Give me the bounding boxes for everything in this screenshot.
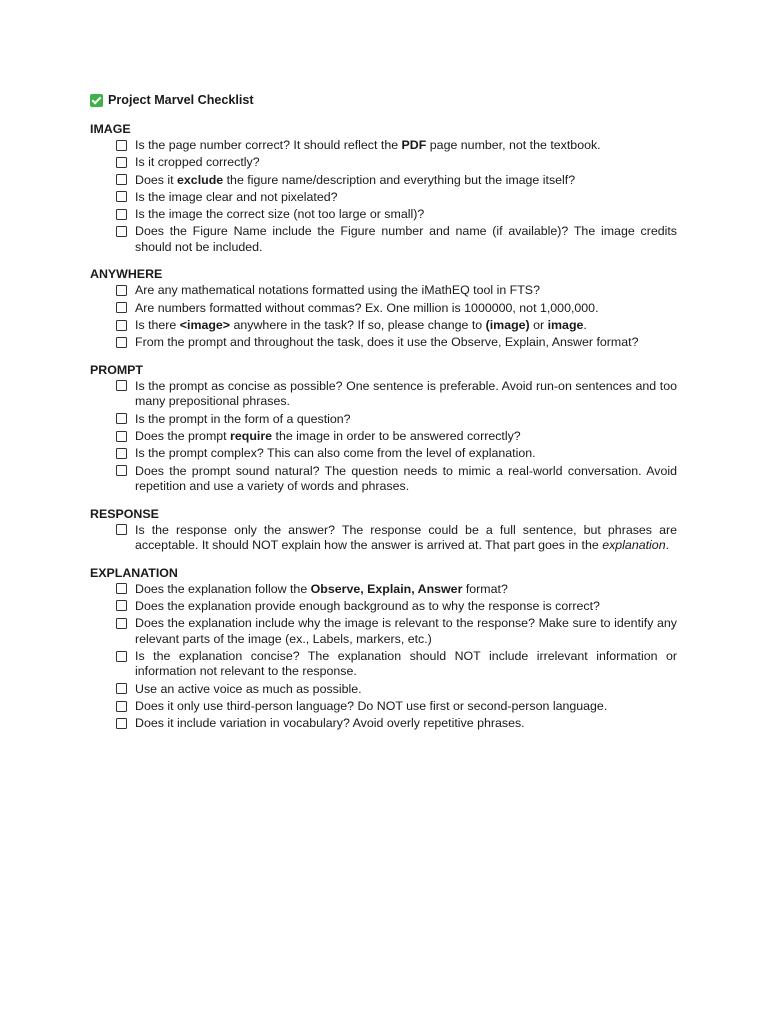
checklist-item: [90, 599, 677, 615]
checkbox-icon[interactable]: [116, 380, 127, 391]
checklist-item: [90, 412, 677, 428]
item-text: [135, 464, 677, 495]
text-run: Is it cropped correctly?: [135, 155, 260, 170]
item-text: [135, 379, 677, 410]
checkbox-icon[interactable]: [116, 157, 127, 168]
checkbox-icon[interactable]: [116, 320, 127, 331]
item-text: [135, 190, 677, 206]
checkbox-icon[interactable]: [116, 465, 127, 476]
text-run: Is the prompt complex? This can also come from the level of explanation.: [135, 446, 536, 461]
checklist-item: [90, 379, 677, 410]
checkbox-icon[interactable]: [116, 600, 127, 611]
title-text: Project Marvel Checklist: [108, 93, 254, 107]
text-run: the image in order to be answered correctly?: [272, 428, 521, 443]
checklist-items: [90, 283, 677, 350]
section-image: [90, 120, 677, 255]
checklist-item: [90, 224, 677, 255]
checklist-item: [90, 616, 677, 647]
checkbox-icon[interactable]: [116, 140, 127, 151]
item-text: [135, 699, 677, 715]
checklist-document: [90, 90, 677, 734]
checkbox-icon[interactable]: [116, 209, 127, 220]
sections-container: [90, 120, 677, 732]
item-text: [135, 412, 677, 428]
text-run: Does it include variation in vocabulary? Avoid overly repetitive phrases.: [135, 716, 525, 731]
checklist-item: [90, 716, 677, 732]
text-run: Is the response only the answer? The response could be a full sentence, but phrases are acceptable. It should NOT explain how the answer is arrived at. That part goes in the: [135, 522, 677, 553]
item-text: [135, 582, 677, 598]
section-explanation: [90, 564, 677, 732]
item-text: [135, 207, 677, 223]
text-run: Is the image clear and not pixelated?: [135, 189, 338, 204]
item-text: [135, 138, 677, 154]
item-text: [135, 301, 677, 317]
checklist-items: [90, 379, 677, 495]
checklist-item: [90, 649, 677, 680]
section-heading: RESPONSE: [90, 506, 159, 521]
checklist-item: [90, 207, 677, 223]
bold-text: exclude: [177, 172, 224, 187]
checklist-item: [90, 138, 677, 154]
item-text: [135, 523, 677, 554]
checkbox-icon[interactable]: [116, 651, 127, 662]
section-prompt: [90, 361, 677, 495]
text-run: Does the prompt sound natural? The question needs to mimic a real-world conversation. Avoid repetition and use a variety of words and phrases.: [135, 463, 677, 494]
checkbox-icon[interactable]: [116, 618, 127, 629]
checklist-items: [90, 582, 677, 732]
text-run: Does it only use third-person language? Do NOT use first or second-person language.: [135, 699, 608, 714]
item-text: [135, 429, 677, 445]
text-run: the figure name/description and everything but the image itself?: [223, 172, 576, 187]
text-run: or: [529, 318, 548, 333]
checklist-item: [90, 155, 677, 171]
text-run: Is the image the correct size (not too large or small)?: [135, 207, 425, 222]
checklist-item: [90, 523, 677, 554]
text-run: page number, not the textbook.: [426, 138, 601, 152]
text-run: From the prompt and throughout the task, does it use the Observe, Explain, Answer format?: [135, 335, 639, 350]
section-heading: EXPLANATION: [90, 565, 178, 580]
item-text: [135, 173, 677, 189]
text-run: Are any mathematical notations formatted using the iMathEQ tool in FTS?: [135, 283, 540, 298]
text-run: Are numbers formatted without commas? Ex. One million is 1000000, not 1,000,000.: [135, 300, 599, 315]
item-text: [135, 283, 677, 299]
item-text: [135, 616, 677, 647]
text-run: Does the Figure Name include the Figure number and name (if available)? The image credits should not be included.: [135, 224, 677, 254]
text-run: Is the prompt in the form of a question?: [135, 411, 351, 426]
checklist-items: [90, 138, 677, 255]
checkbox-icon[interactable]: [116, 431, 127, 442]
checklist-items: [90, 523, 677, 554]
section-response: [90, 505, 677, 554]
checkbox-icon[interactable]: [116, 718, 127, 729]
checkbox-icon[interactable]: [116, 174, 127, 185]
text-run: Is the explanation concise? The explanation should NOT include irrelevant information or information not relevant to the response.: [135, 648, 677, 679]
document-title: [90, 90, 677, 110]
item-text: [135, 649, 677, 680]
item-text: [135, 446, 677, 462]
section-heading: ANYWHERE: [90, 267, 163, 282]
checklist-item: [90, 464, 677, 495]
item-text: [135, 716, 677, 732]
text-run: Does the explanation provide enough background as to why the response is correct?: [135, 598, 600, 613]
bold-text: <image>: [179, 318, 231, 333]
checkbox-icon[interactable]: [116, 285, 127, 296]
checklist-item: [90, 173, 677, 189]
checklist-item: [90, 446, 677, 462]
text-run: .: [665, 538, 670, 553]
checklist-item: [90, 318, 677, 334]
checklist-item: [90, 682, 677, 698]
bold-text: Observe, Explain, Answer: [310, 581, 463, 596]
bold-text: PDF: [401, 138, 427, 152]
checkbox-icon[interactable]: [116, 302, 127, 313]
text-run: Is there: [135, 318, 180, 333]
item-text: [135, 318, 677, 334]
italic-text: explanation: [602, 538, 666, 553]
checkbox-icon[interactable]: [116, 683, 127, 694]
text-run: Does the prompt: [135, 428, 231, 443]
checklist-item: [90, 283, 677, 299]
bold-text: (image): [485, 318, 530, 333]
text-run: .: [583, 318, 587, 333]
checkbox-icon[interactable]: [116, 448, 127, 459]
text-run: anywhere in the task? If so, please change to: [230, 318, 486, 333]
text-run: Is the page number correct? It should reflect the: [135, 138, 402, 152]
text-run: Does the explanation include why the image is relevant to the response? Make sure to identify any relevant parts of the image (ex., Labels, markers, etc.): [135, 616, 677, 646]
checklist-item: [90, 335, 677, 351]
item-text: [135, 155, 677, 171]
checklist-item: [90, 190, 677, 206]
checkbox-icon[interactable]: [116, 413, 127, 424]
checkmark-icon: [90, 94, 103, 107]
text-run: format?: [462, 581, 508, 596]
checkbox-icon[interactable]: [116, 583, 127, 594]
section-heading: PROMPT: [90, 362, 144, 377]
checklist-item: [90, 301, 677, 317]
item-text: [135, 599, 677, 615]
bold-text: require: [230, 428, 273, 443]
item-text: [135, 335, 677, 351]
text-run: Use an active voice as much as possible.: [135, 681, 362, 696]
section-anywhere: [90, 265, 677, 350]
checkbox-icon[interactable]: [116, 701, 127, 712]
text-run: Does it: [135, 172, 178, 187]
checklist-item: [90, 429, 677, 445]
text-run: Does the explanation follow the: [135, 581, 311, 596]
item-text: [135, 682, 677, 698]
checklist-item: [90, 582, 677, 598]
item-text: [135, 224, 677, 255]
bold-text: image: [547, 318, 584, 333]
checkbox-icon[interactable]: [116, 191, 127, 202]
checkbox-icon[interactable]: [116, 524, 127, 535]
checkbox-icon[interactable]: [116, 337, 127, 348]
checkbox-icon[interactable]: [116, 226, 127, 237]
checklist-item: [90, 699, 677, 715]
text-run: Is the prompt as concise as possible? One sentence is preferable. Avoid run-on sentences and too many prepositional phrases.: [135, 378, 677, 409]
section-heading: IMAGE: [90, 122, 131, 136]
